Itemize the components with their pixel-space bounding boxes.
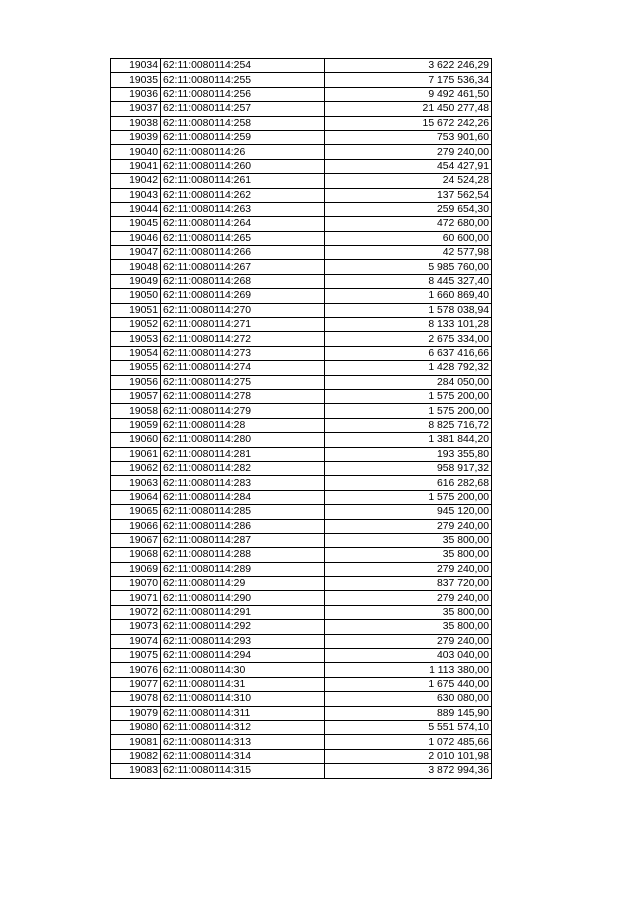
table-row [111,692,492,706]
table-row [111,735,492,749]
cadastral-number-cell: 62:11:0080114:313 [161,735,325,749]
table-row [111,461,492,475]
cadastral-value-cell: 8 133 101,28 [325,318,492,332]
table-row [111,591,492,605]
table-row [111,764,492,778]
cadastral-value-cell: 1 575 200,00 [325,490,492,504]
table-row [111,706,492,720]
cadastral-value-cell: 1 575 200,00 [325,389,492,403]
row-number-cell: 19061 [111,447,161,461]
cadastral-value-cell: 284 050,00 [325,375,492,389]
table-row [111,332,492,346]
row-number-cell: 19060 [111,433,161,447]
table-row [111,720,492,734]
cadastral-number-cell: 62:11:0080114:285 [161,505,325,519]
cadastral-number-cell: 62:11:0080114:26 [161,145,325,159]
row-number-cell: 19064 [111,490,161,504]
row-number-cell: 19050 [111,289,161,303]
table-row [111,433,492,447]
table-row [111,663,492,677]
cadastral-number-cell: 62:11:0080114:275 [161,375,325,389]
table-row [111,159,492,173]
cadastral-number-cell: 62:11:0080114:280 [161,433,325,447]
cadastral-number-cell: 62:11:0080114:311 [161,706,325,720]
cadastral-number-cell: 62:11:0080114:263 [161,202,325,216]
cadastral-value-cell: 630 080,00 [325,692,492,706]
table-row [111,562,492,576]
row-number-cell: 19075 [111,649,161,663]
table-row [111,519,492,533]
cadastral-value-cell: 1 113 380,00 [325,663,492,677]
cadastral-value-cell: 8 825 716,72 [325,418,492,432]
row-number-cell: 19066 [111,519,161,533]
row-number-cell: 19065 [111,505,161,519]
row-number-cell: 19073 [111,620,161,634]
table-row [111,303,492,317]
cadastral-number-cell: 62:11:0080114:288 [161,548,325,562]
cadastral-number-cell: 62:11:0080114:310 [161,692,325,706]
cadastral-value-cell: 21 450 277,48 [325,102,492,116]
cadastral-value-cell: 1 381 844,20 [325,433,492,447]
table-row [111,217,492,231]
table-row [111,605,492,619]
table-row [111,202,492,216]
row-number-cell: 19069 [111,562,161,576]
row-number-cell: 19076 [111,663,161,677]
cadastral-value-cell: 279 240,00 [325,591,492,605]
table-row [111,73,492,87]
table-row [111,577,492,591]
cadastral-number-cell: 62:11:0080114:268 [161,274,325,288]
row-number-cell: 19053 [111,332,161,346]
cadastral-number-cell: 62:11:0080114:289 [161,562,325,576]
cadastral-number-cell: 62:11:0080114:258 [161,116,325,130]
cadastral-value-table [110,58,492,779]
cadastral-number-cell: 62:11:0080114:261 [161,174,325,188]
cadastral-value-cell: 259 654,30 [325,202,492,216]
row-number-cell: 19081 [111,735,161,749]
row-number-cell: 19071 [111,591,161,605]
cadastral-value-cell: 279 240,00 [325,634,492,648]
row-number-cell: 19047 [111,246,161,260]
row-number-cell: 19052 [111,318,161,332]
row-number-cell: 19037 [111,102,161,116]
cadastral-number-cell: 62:11:0080114:267 [161,260,325,274]
cadastral-number-cell: 62:11:0080114:28 [161,418,325,432]
table-row [111,130,492,144]
row-number-cell: 19034 [111,59,161,73]
row-number-cell: 19072 [111,605,161,619]
cadastral-value-cell: 3 872 994,36 [325,764,492,778]
cadastral-value-cell: 2 010 101,98 [325,749,492,763]
cadastral-number-cell: 62:11:0080114:260 [161,159,325,173]
cadastral-value-cell: 753 901,60 [325,130,492,144]
table-row [111,59,492,73]
row-number-cell: 19070 [111,577,161,591]
cadastral-value-cell: 35 800,00 [325,620,492,634]
cadastral-value-cell: 837 720,00 [325,577,492,591]
cadastral-value-cell: 6 637 416,66 [325,346,492,360]
cadastral-value-cell: 1 675 440,00 [325,677,492,691]
cadastral-value-cell: 1 072 485,66 [325,735,492,749]
row-number-cell: 19045 [111,217,161,231]
cadastral-number-cell: 62:11:0080114:259 [161,130,325,144]
table-row [111,620,492,634]
cadastral-value-cell: 279 240,00 [325,562,492,576]
cadastral-number-cell: 62:11:0080114:290 [161,591,325,605]
cadastral-number-cell: 62:11:0080114:273 [161,346,325,360]
table-row [111,318,492,332]
table-row [111,404,492,418]
row-number-cell: 19051 [111,303,161,317]
cadastral-value-cell: 3 622 246,29 [325,59,492,73]
row-number-cell: 19040 [111,145,161,159]
cadastral-number-cell: 62:11:0080114:284 [161,490,325,504]
row-number-cell: 19062 [111,461,161,475]
row-number-cell: 19067 [111,533,161,547]
table-row [111,476,492,490]
cadastral-number-cell: 62:11:0080114:272 [161,332,325,346]
row-number-cell: 19049 [111,274,161,288]
cadastral-number-cell: 62:11:0080114:287 [161,533,325,547]
table-row [111,634,492,648]
cadastral-number-cell: 62:11:0080114:270 [161,303,325,317]
cadastral-value-cell: 35 800,00 [325,533,492,547]
row-number-cell: 19036 [111,87,161,101]
table-row [111,116,492,130]
cadastral-number-cell: 62:11:0080114:279 [161,404,325,418]
cadastral-number-cell: 62:11:0080114:315 [161,764,325,778]
table-row [111,145,492,159]
table-row [111,246,492,260]
table-row [111,346,492,360]
table-row [111,389,492,403]
cadastral-value-cell: 9 492 461,50 [325,87,492,101]
cadastral-value-cell: 889 145,90 [325,706,492,720]
cadastral-number-cell: 62:11:0080114:265 [161,231,325,245]
table-row [111,490,492,504]
cadastral-number-cell: 62:11:0080114:264 [161,217,325,231]
row-number-cell: 19044 [111,202,161,216]
cadastral-value-cell: 7 175 536,34 [325,73,492,87]
cadastral-value-cell: 279 240,00 [325,145,492,159]
row-number-cell: 19057 [111,389,161,403]
cadastral-value-cell: 8 445 327,40 [325,274,492,288]
table-row [111,418,492,432]
cadastral-number-cell: 62:11:0080114:257 [161,102,325,116]
cadastral-number-cell: 62:11:0080114:269 [161,289,325,303]
cadastral-number-cell: 62:11:0080114:274 [161,361,325,375]
row-number-cell: 19058 [111,404,161,418]
cadastral-number-cell: 62:11:0080114:29 [161,577,325,591]
table-row [111,749,492,763]
row-number-cell: 19079 [111,706,161,720]
cadastral-number-cell: 62:11:0080114:254 [161,59,325,73]
table-row [111,260,492,274]
table-row [111,447,492,461]
cadastral-value-cell: 42 577,98 [325,246,492,260]
cadastral-number-cell: 62:11:0080114:255 [161,73,325,87]
cadastral-value-cell: 1 578 038,94 [325,303,492,317]
table-row [111,375,492,389]
cadastral-number-cell: 62:11:0080114:266 [161,246,325,260]
table-row [111,188,492,202]
row-number-cell: 19083 [111,764,161,778]
row-number-cell: 19035 [111,73,161,87]
row-number-cell: 19055 [111,361,161,375]
table-row [111,87,492,101]
table-row [111,533,492,547]
row-number-cell: 19041 [111,159,161,173]
cadastral-number-cell: 62:11:0080114:283 [161,476,325,490]
table-row [111,289,492,303]
cadastral-value-cell: 472 680,00 [325,217,492,231]
cadastral-number-cell: 62:11:0080114:314 [161,749,325,763]
cadastral-number-cell: 62:11:0080114:262 [161,188,325,202]
cadastral-value-cell: 2 675 334,00 [325,332,492,346]
row-number-cell: 19078 [111,692,161,706]
cadastral-value-cell: 137 562,54 [325,188,492,202]
row-number-cell: 19048 [111,260,161,274]
row-number-cell: 19039 [111,130,161,144]
cadastral-value-cell: 403 040,00 [325,649,492,663]
cadastral-number-cell: 62:11:0080114:278 [161,389,325,403]
cadastral-value-cell: 15 672 242,26 [325,116,492,130]
cadastral-value-cell: 24 524,28 [325,174,492,188]
cadastral-number-cell: 62:11:0080114:256 [161,87,325,101]
cadastral-number-cell: 62:11:0080114:293 [161,634,325,648]
row-number-cell: 19068 [111,548,161,562]
table-row [111,677,492,691]
cadastral-number-cell: 62:11:0080114:286 [161,519,325,533]
cadastral-value-cell: 454 427,91 [325,159,492,173]
row-number-cell: 19038 [111,116,161,130]
row-number-cell: 19046 [111,231,161,245]
cadastral-value-cell: 35 800,00 [325,548,492,562]
table-row [111,102,492,116]
table-row [111,505,492,519]
cadastral-number-cell: 62:11:0080114:312 [161,720,325,734]
cadastral-number-cell: 62:11:0080114:30 [161,663,325,677]
table-row [111,361,492,375]
cadastral-value-cell: 945 120,00 [325,505,492,519]
cadastral-value-cell: 616 282,68 [325,476,492,490]
table-row [111,231,492,245]
table-row [111,174,492,188]
cadastral-number-cell: 62:11:0080114:294 [161,649,325,663]
cadastral-number-cell: 62:11:0080114:31 [161,677,325,691]
row-number-cell: 19043 [111,188,161,202]
cadastral-value-cell: 958 917,32 [325,461,492,475]
cadastral-value-cell: 1 428 792,32 [325,361,492,375]
table-row [111,548,492,562]
row-number-cell: 19074 [111,634,161,648]
row-number-cell: 19063 [111,476,161,490]
cadastral-value-cell: 5 985 760,00 [325,260,492,274]
cadastral-number-cell: 62:11:0080114:281 [161,447,325,461]
row-number-cell: 19056 [111,375,161,389]
row-number-cell: 19042 [111,174,161,188]
row-number-cell: 19059 [111,418,161,432]
row-number-cell: 19054 [111,346,161,360]
cadastral-value-cell: 5 551 574,10 [325,720,492,734]
table-body [111,59,492,779]
cadastral-value-cell: 60 600,00 [325,231,492,245]
row-number-cell: 19080 [111,720,161,734]
cadastral-value-cell: 1 660 869,40 [325,289,492,303]
cadastral-value-cell: 1 575 200,00 [325,404,492,418]
cadastral-number-cell: 62:11:0080114:282 [161,461,325,475]
cadastral-number-cell: 62:11:0080114:291 [161,605,325,619]
table-row [111,274,492,288]
cadastral-value-cell: 193 355,80 [325,447,492,461]
table-row [111,649,492,663]
row-number-cell: 19082 [111,749,161,763]
row-number-cell: 19077 [111,677,161,691]
cadastral-number-cell: 62:11:0080114:271 [161,318,325,332]
cadastral-value-cell: 279 240,00 [325,519,492,533]
cadastral-number-cell: 62:11:0080114:292 [161,620,325,634]
cadastral-value-cell: 35 800,00 [325,605,492,619]
